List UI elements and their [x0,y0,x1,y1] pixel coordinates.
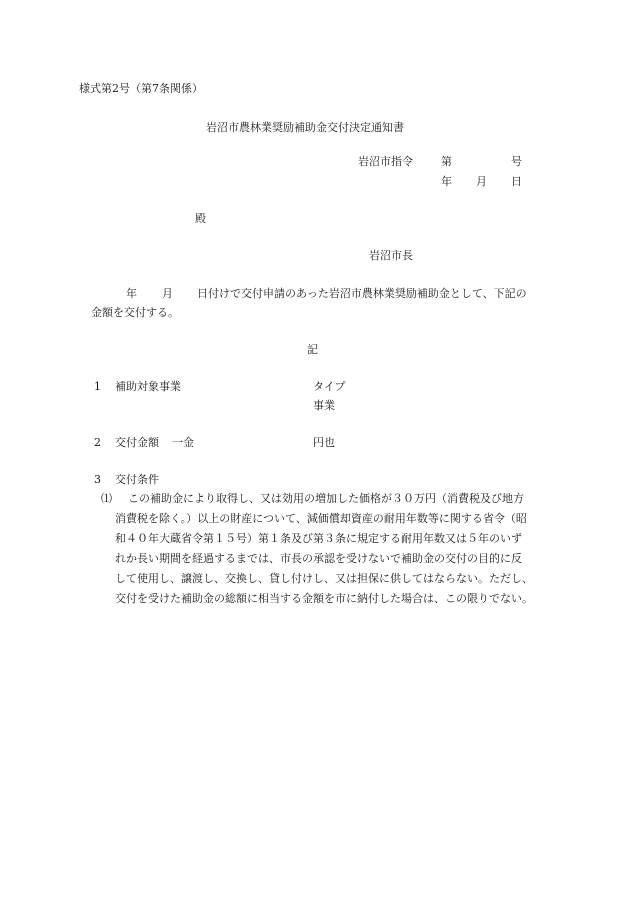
date-day: 日 [511,175,522,188]
item2-yen: 円也 [313,436,335,449]
intro-year: 年 [126,287,137,300]
item1-label: 補助対象事業 [115,380,181,393]
doc-number-dai: 第 [441,155,452,168]
item2-kin: 一金 [172,436,194,449]
form-label: 様式第2号（第7条関係） [79,82,203,95]
intro-month: 月 [162,287,173,300]
doc-number-go: 号 [511,155,522,168]
date-month: 月 [476,175,487,188]
condition-line: して使用し、譲渡し、交換し、貸し付けし、又は担保に供してはならない。ただし、 [115,572,533,585]
doc-number-prefix: 岩沼市指令 [358,155,413,168]
item1-number: 1 [94,380,101,393]
condition-line: この補助金により取得し、又は効用の増加した価格が３０万円（消費税及び地方 [128,492,524,505]
intro-line2: 金額を交付する。 [91,306,179,319]
item3-label: 交付条件 [115,473,159,486]
addressee-honorific: 殿 [195,212,206,225]
ki-heading: 記 [307,343,318,356]
date-year: 年 [441,175,452,188]
item2-number: 2 [94,436,101,449]
sender: 岩沼市長 [369,249,413,262]
intro-line1: 日付けで交付申請のあった岩沼市農林業奨励補助金として、下記の [197,287,527,300]
item3-sub-number: ⑴ [101,492,112,505]
item1-project-label: 事業 [313,399,335,412]
condition-line: 交付を受けた補助金の総額に相当する金額を市に納付した場合は、この限りでない。 [115,592,533,605]
item2-label: 交付金額 [115,436,159,449]
item1-type-label: タイプ [313,380,346,393]
condition-line: 消費税を除く。）以上の財産について、減価償却資産の耐用年数等に関する省令（昭 [115,512,527,525]
document-title: 岩沼市農林業奨励補助金交付決定通知書 [206,121,404,134]
condition-line: れか長い期間を経過するまでは、市長の承認を受けないで補助金の交付の目的に反 [115,552,522,565]
item3-number: 3 [94,473,101,486]
condition-line: 和４０年大蔵省令第１５号）第１条及び第３条に規定する耐用年数又は５年のいず [115,532,522,545]
